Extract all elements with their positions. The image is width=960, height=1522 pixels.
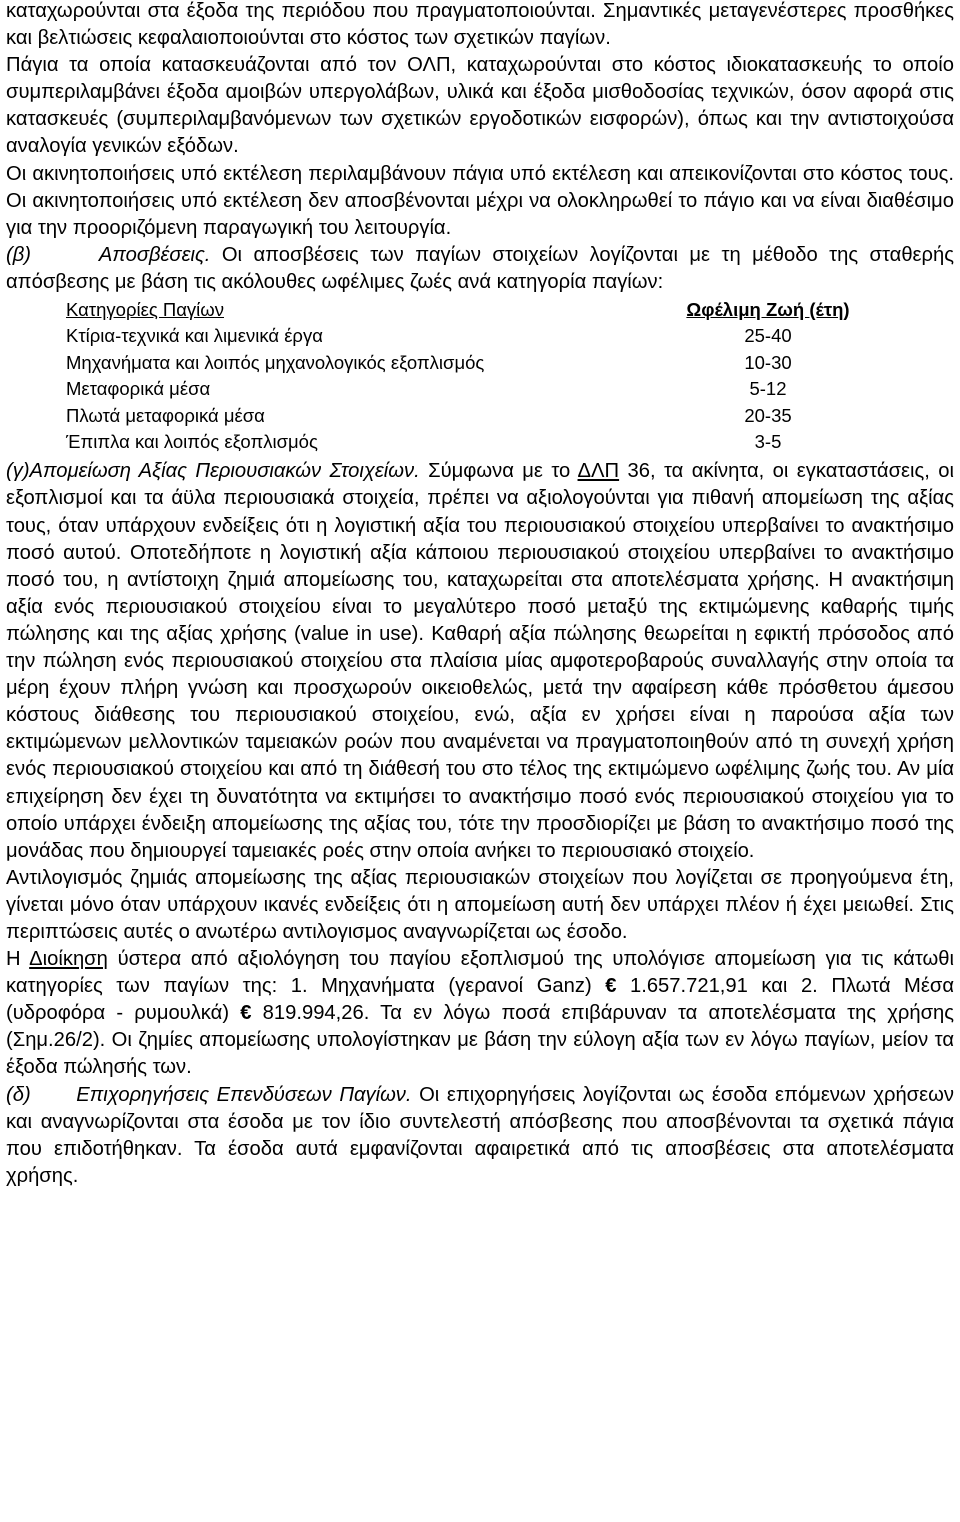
paragraph-management [6, 946, 954, 1081]
ias-reference: ΔΛΠ [577, 460, 620, 483]
depreciation-heading: (β) Αποσβέσεις. [6, 243, 211, 266]
management-reference: Διοίκηση [29, 948, 108, 971]
grants-text: Οι επιχορηγήσεις λογίζονται ως έσοδα επόμενων χρήσεων και αναγνωρίζονται στα έσοδα με τον ίδιο συντελεστή απόσβεσης που αποσβένονται τα σχετικά πάγια που επιδοτήθηκαν. Τα έσοδα αυτά εμφανίζονται αφαιρετικά από τις αποσβέσεις στα αποτελέσματα χρήσης. [6, 1083, 954, 1187]
table-row [6, 376, 954, 402]
useful-life-table [6, 297, 954, 455]
row-category: Μεταφορικά μέσα [66, 378, 211, 400]
paragraph-grants [6, 1082, 954, 1190]
row-life: 20-35 [744, 404, 792, 426]
paragraph-self-construction [6, 52, 954, 160]
header-useful-life: Ωφέλιμη Ζωή (έτη) [686, 299, 850, 321]
depreciation-text: Οι αποσβέσεις των παγίων στοιχείων λογίζονται με τη μέθοδο της σταθερής απόσβεσης με βάση τις ακόλουθες ωφέλιμες ζωές ανά κατηγορία παγίων: [6, 243, 954, 293]
row-life: 25-40 [744, 325, 792, 347]
reversal-text: Αντιλογισμός ζημιάς απομείωσης της αξίας περιουσιακών στοιχείων που λογίζεται σε προηγούμενα έτη, γίνεται μόνο όταν υπάρχουν ικανές ενδείξεις ότι η απομείωση αυτή δεν υπάρχει πλέον ή έχει μειωθεί. Στις περιπτώσεις αυτές ο ανωτέρω αντιλογισμος αναγνωρίζεται ως έσοδο. [6, 866, 954, 943]
wip-text: Οι ακινητοποιήσεις υπό εκτέλεση περιλαμβάνουν πάγια υπό εκτέλεση και απεικονίζονται στο κόστος τους. Οι ακινητοποιήσεις υπό εκτέλεση δεν αποσβένονται μέχρι να ολοκληρωθεί το πάγιο και να είναι διαθέσιμο για την προοριζόμενη παραγωγική του λειτουργία. [6, 162, 954, 239]
impairment-text-b: 36, τα ακίνητα, οι εγκαταστάσεις, οι εξοπλισμοί και τα άϋλα περιουσιακά στοιχεία, πρέπει να αξιολογούνται για πιθανή απομείωση της αξίας τους, όταν υπάρχουν ενδείξεις ότι η λογιστική αξία του περιουσιακού στοιχείου υπερβαίνει το ανακτήσιμο ποσό αυτού. Οποτεδήποτε η λογιστική αξία κάποιου περιουσιακού στοιχείου υπερβαίνει το ανακτήσιμο ποσό του, η αντίστοιχη ζημιά απομείωσης του, καταχωρείται στα αποτελέσματα χρήσης. Η ανακτήσιμη αξία ενός περιουσιακού στοιχείου είναι το μεγαλύτερο ποσό μεταξύ της εκτιμώμενης καθαρής τιμής πώλησης και της αξίας χρήσης (value in use). Καθαρή αξία πώλησης θεωρείται η εφικτή πρόσοδος από την πώληση ενός περιουσιακού στοιχείου στα πλαίσια μίας αμφοτεροβαρούς συναλλαγής στην οποία τα μέρη έχουν πλήρη γνώση και προσχωρούν οικειοθελώς, μετά την αφαίρεση κάθε πρόσθετου άμεσου κόστους διάθεσης του περιουσιακού στοιχείου, ενώ, αξία εν χρήσει είναι η παρούσα αξία των εκτιμώμενων μελλοντικών ταμειακών ροών που αναμένεται να πραγματοποιηθούν από τη συνεχή χρήση ενός περιουσιακού στοιχείου και από τη διάθεσή του στο τέλος της εκτιμώμενο ωφέλιμης ζωής του. Αν μία επιχείρηση δεν έχει τη δυνατότητα να εκτιμήσει το ανακτήσιμο ποσό ενός περιουσιακού στοιχείου για το οποίο υπάρχει ένδειξη απομείωσης της αξίας του, τότε την προσδιορίζει με βάση το ανακτήσιμο ποσό της μονάδας που δημιουργεί ταμειακές ροές στην οποία ανήκει το περιουσιακό στοιχείο. [6, 460, 954, 862]
row-life: 5-12 [749, 378, 787, 400]
paragraph-reversal [6, 865, 954, 946]
header-category: Κατηγορίες Παγίων [66, 299, 224, 321]
paragraph-impairment [6, 458, 954, 864]
table-row [6, 323, 954, 349]
management-text-b: ύστερα από αξιολόγηση του παγίου εξοπλισμού της υπολόγισε απομείωση για τις κάτωθι κατηγορίες των παγίων της: 1. Μηχανήματα (γερανοί Ganz) [6, 948, 954, 998]
table-row [6, 350, 954, 376]
intro-text: καταχωρούνται στα έξοδα της περιόδου που πραγματοποιούνται. Σημαντικές μεταγενέστερες προσθήκες και βελτιώσεις κεφαλαιοποιούνται στο κόστος των σχετικών παγίων. [6, 0, 954, 50]
row-category: Πλωτά μεταφορικά μέσα [66, 404, 265, 426]
table-row [6, 429, 954, 455]
table-header-row [6, 297, 954, 323]
management-text-d: 819.994,26. Τα εν λόγω ποσά επιβάρυναν τα αποτελέσματα της χρήσης (Σημ.26/2). Οι ζημίες απομείωσης υπολογίστηκαν με βάση την εύλογη αξία των εν λόγω παγίων, μείον τα έξοδα πώλησής των. [6, 1002, 954, 1079]
row-life: 10-30 [744, 351, 792, 373]
table-row [6, 403, 954, 429]
row-life: 3-5 [754, 430, 782, 452]
self-construction-text: Πάγια τα οποία κατασκευάζονται από τον ΟΛΠ, καταχωρούνται στο κόστος ιδιοκατασκευής το οποίο συμπεριλαμβάνει έξοδα αμοιβών υπεργολάβων, υλικά και έξοδα μισθοδοσίας τεχνικών, όσον αφορά στις κατασκευές (συμπεριλαμβανόμενων των σχετικών εργοδοτικών εισφορών), όπως και την αντιστοιχούσα αναλογία γενικών εξόδων. [6, 54, 954, 158]
paragraph-depreciation [6, 242, 954, 296]
row-category: Έπιπλα και λοιπός εξοπλισμός [66, 430, 318, 452]
impairment-heading: (γ)Απομείωση Αξίας Περιουσιακών Στοιχείων. [6, 460, 420, 483]
grants-heading: (δ) Επιχορηγήσεις Επενδύσεων Παγίων. [6, 1083, 412, 1106]
row-category: Μηχανήματα και λοιπός μηχανολογικός εξοπλισμός [66, 351, 485, 373]
euro-symbol: € [605, 975, 617, 998]
paragraph-work-in-progress [6, 161, 954, 242]
management-text-a: Η [6, 948, 30, 971]
impairment-text-a: Σύμφωνα με το [419, 460, 578, 483]
row-category: Κτίρια-τεχνικά και λιμενικά έργα [66, 325, 323, 347]
management-text-c: 1.657.721,91 και 2. Πλωτά Μέσα (υδροφόρα - ρυμουλκά) [6, 975, 955, 1025]
euro-symbol: € [240, 1002, 252, 1025]
paragraph-intro [6, 0, 954, 52]
